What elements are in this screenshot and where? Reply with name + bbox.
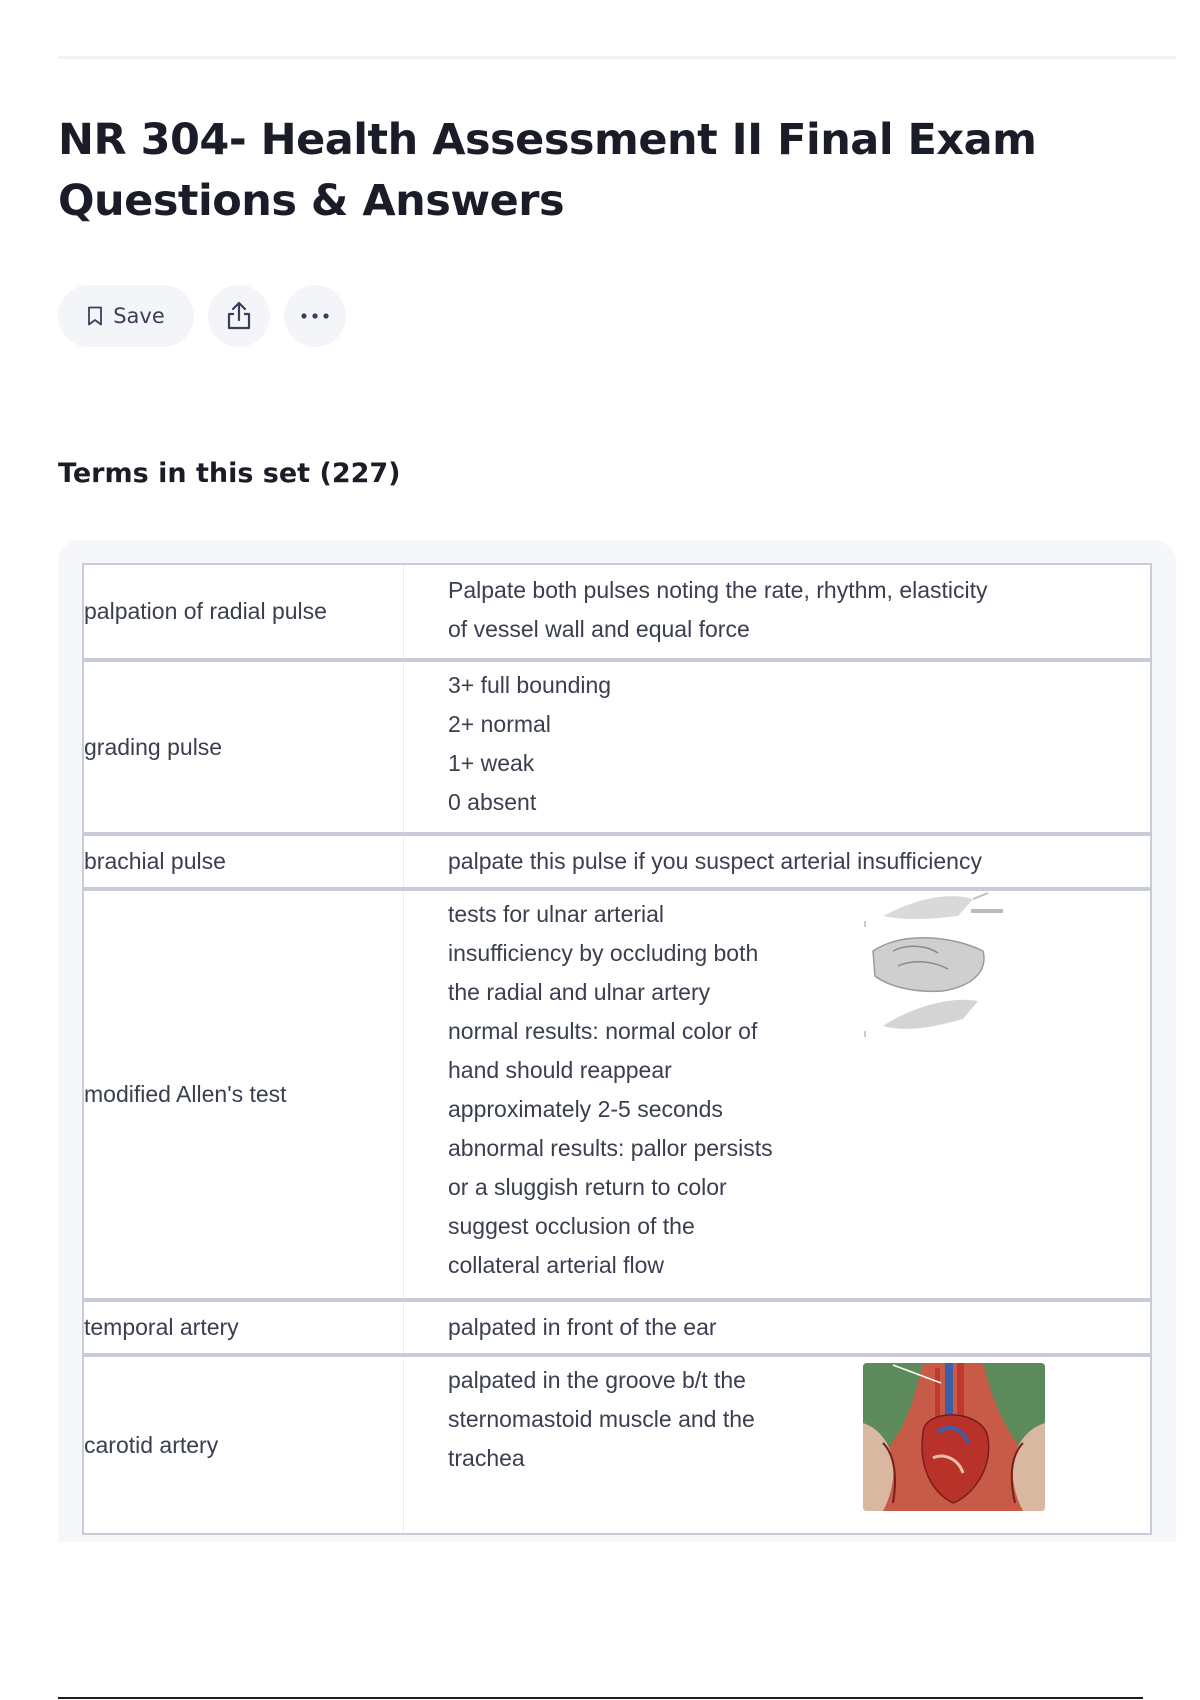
definition-line: sternomastoid muscle and the — [448, 1406, 755, 1432]
action-bar — [58, 285, 346, 347]
save-label: Save — [113, 304, 165, 328]
definition-line: Palpate both pulses noting the rate, rhythm, elasticity — [448, 577, 988, 603]
definition-cell — [404, 1302, 1150, 1353]
table-row — [82, 832, 1152, 889]
definition-line: of vessel wall and equal force — [448, 616, 750, 642]
definition-line: approximately 2-5 seconds — [448, 1096, 723, 1122]
table-row — [82, 887, 1152, 1300]
definition-line: normal results: normal color of — [448, 1018, 758, 1044]
term-cell: palpation of radial pulse — [84, 565, 404, 658]
term-cell: carotid artery — [84, 1357, 404, 1533]
definition-line: suggest occlusion of the — [448, 1213, 695, 1239]
term-cell: grading pulse — [84, 662, 404, 832]
term-cell: temporal artery — [84, 1302, 404, 1353]
definition-line: insufficiency by occluding both — [448, 940, 759, 966]
top-divider — [58, 56, 1176, 59]
table-row — [82, 1353, 1152, 1535]
definition-line: trachea — [448, 1445, 525, 1471]
share-button[interactable] — [208, 285, 270, 347]
bottom-divider — [58, 1697, 1143, 1699]
share-icon — [226, 301, 252, 331]
definition-line: hand should reappear — [448, 1057, 672, 1083]
definition-line: 2+ normal — [448, 711, 551, 737]
more-horizontal-icon — [301, 313, 329, 319]
definition-cell — [404, 1357, 1150, 1533]
definition-line: collateral arterial flow — [448, 1252, 665, 1278]
definition-line: abnormal results: pallor persists — [448, 1135, 773, 1161]
table-row — [82, 563, 1152, 660]
page-title: NR 304- Health Assessment II Final Exam Questions & Answers — [58, 115, 1037, 226]
definition-line: palpate this pulse if you suspect arterial insufficiency — [448, 848, 982, 874]
definition-line: 0 absent — [448, 789, 537, 815]
table-row — [82, 1298, 1152, 1355]
definition-line: tests for ulnar arterial — [448, 901, 665, 927]
definition-cell — [404, 565, 1150, 658]
bookmark-icon — [87, 306, 103, 326]
definition-line: or a sluggish return to color — [448, 1174, 727, 1200]
terms-table — [82, 563, 1152, 1535]
definition-cell — [404, 662, 1150, 832]
term-cell: brachial pulse — [84, 836, 404, 887]
save-button[interactable] — [58, 285, 194, 347]
term-cell: modified Allen's test — [84, 891, 404, 1298]
definition-cell — [404, 891, 1150, 1298]
terms-heading: Terms in this set (227) — [58, 458, 401, 489]
hand-allen-test-image[interactable] — [863, 891, 1045, 1046]
definition-line: 1+ weak — [448, 750, 535, 776]
definition-cell — [404, 836, 1150, 887]
definition-line: 3+ full bounding — [448, 672, 612, 698]
more-options-button[interactable] — [284, 285, 346, 347]
definition-line: palpated in the groove b/t the — [448, 1367, 746, 1393]
definition-line: palpated in front of the ear — [448, 1314, 717, 1340]
chest-anatomy-image[interactable] — [863, 1363, 1045, 1511]
table-row — [82, 658, 1152, 834]
definition-line: the radial and ulnar artery — [448, 979, 711, 1005]
